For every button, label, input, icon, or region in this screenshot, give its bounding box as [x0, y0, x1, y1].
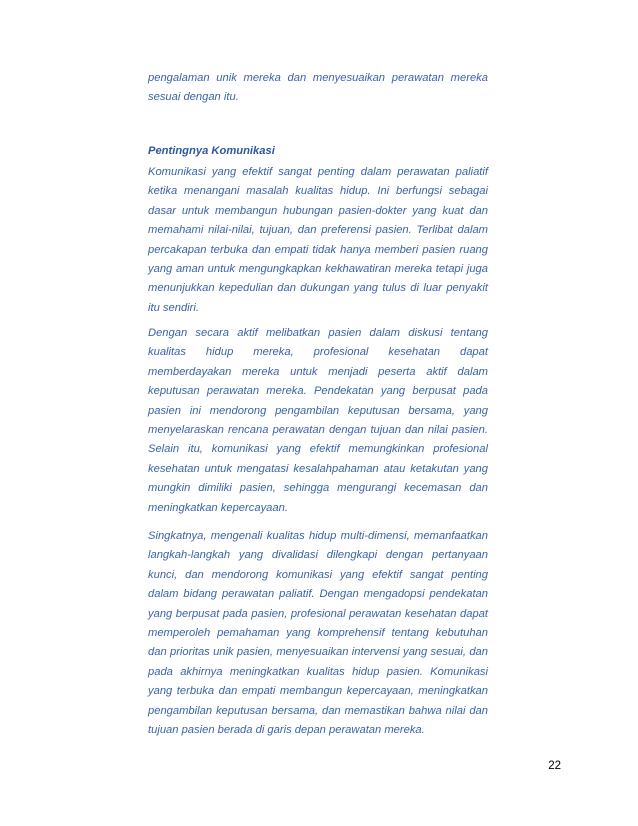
- paragraph-communication: Komunikasi yang efektif sangat penting dalam perawatan paliatif ketika menangani masalah kualitas hidup. Ini berfungsi sebagai dasar untuk membangun hubungan pasien-dokter yang kuat dan memahami nilai-nilai, tujuan, dan preferensi pasien. Terlibat dalam percakapan terbuka dan empati tidak hanya memberi pasien ruang yang aman untuk mengungkapkan kekhawatiran mereka tetapi juga menunjukkan kepedulian dan dukungan yang tulus di luar penyakit itu sendiri.: [148, 166, 488, 314]
- section-heading: Pentingnya Komunikasi: [148, 145, 275, 157]
- paragraph-patient-engagement: Dengan secara aktif melibatkan pasien dalam diskusi tentang kualitas hidup mereka, profesional kesehatan dapat memberdayakan mereka untuk menjadi peserta aktif dalam keputusan perawatan mereka. Pendekatan yang berpusat pada pasien ini mendorong pengambilan keputusan bersama, yang menyelaraskan rencana perawatan dengan tujuan dan nilai pasien. Selain itu, komunikasi yang efektif memungkinkan profesional kesehatan untuk mengatasi kesalahpahaman atau ketakutan yang mungkin dimiliki pasien, sehingga mengurangi kecemasan dan meningkatkan kepercayaan.: [148, 327, 488, 514]
- page-number: 22: [548, 760, 561, 772]
- intro-paragraph: pengalaman unik mereka dan menyesuaikan perawatan mereka sesuai dengan itu.: [148, 72, 488, 104]
- paragraph-summary: Singkatnya, mengenali kualitas hidup multi-dimensi, memanfaatkan langkah-langkah yang divalidasi dilengkapi dengan pertanyaan kunci, dan mendorong komunikasi yang efektif sangat penting dalam bidang perawatan paliatif. Dengan mengadopsi pendekatan yang berpusat pada pasien, profesional perawatan kesehatan dapat memperoleh pemahaman yang komprehensif tentang kebutuhan dan prioritas unik pasien, menyesuaikan intervensi yang sesuai, dan pada akhirnya meningkatkan kualitas hidup pasien. Komunikasi yang terbuka dan empati membangun kepercayaan, meningkatkan pengambilan keputusan bersama, dan memastikan bahwa nilai dan tujuan pasien berada di garis depan perawatan mereka.: [148, 530, 488, 737]
